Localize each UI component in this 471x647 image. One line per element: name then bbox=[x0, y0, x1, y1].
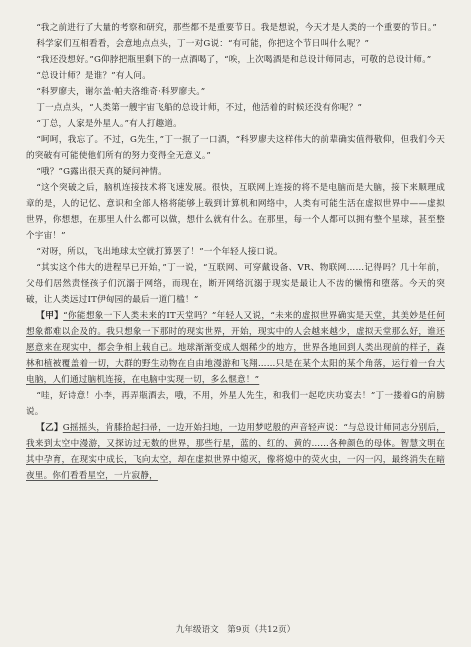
paragraph: “这个突破之后，脑机连接技术将飞速发展。很快，互联网上连接的将不是电脑而是大脑，接下来顺理成章的是，人的记忆、意识和全部人格将能够上载到计算机和网络中，人类有可能生活在虚拟世界中——虚拟世界，你想想，在那里人什么都可以做，想什么就有什么。在那里，每一个人都可以拥有整个星球，甚至整个宇宙！” bbox=[26, 183, 445, 241]
page-footer: 九年级语文 第9页（共12页） bbox=[175, 625, 296, 635]
paragraph: “哦？”G露出很天真的疑问神情。 bbox=[36, 167, 167, 177]
underlined-passage-yi: G摇摇头，肯膝拾起扫帚，一边开始扫地，一边用梦呓般的声音轻声说：“与总设计师同志分别后，我来到太空中漫游，又探访过无数的世界，那些行星，蓝的、红的、黄的……各种颜色的母体。智慧文明在其中孕育，在现实中成长，飞向太空，却在虚拟世界中熄灭，像将熄中的荧火虫，一闪一闪，最终消失在暗夜里。你们看看星空，一片寂静， bbox=[26, 423, 445, 481]
paragraph: 丁一点点头，“人类第一艘宇宙飞船的总设计师，不过，他活着的时候还没有你呢？” bbox=[36, 103, 363, 113]
paragraph: “我还没想好。”G仰脖把瓶里剩下的一点酒喝了，“唉，上次喝酒是和总设计师同志，可敬的总设计师。” bbox=[36, 55, 432, 65]
body-text bbox=[26, 20, 445, 484]
paragraph-jia bbox=[26, 308, 445, 388]
paragraph: 科学家们互相看看，会意地点点头，丁一对G说：“有可能，你把这个节日叫什么呢？” bbox=[36, 39, 370, 49]
paragraph: “哇，好诗意！小李，再弄瓶酒去，哦，不用，外星人先生，和我们一起吃庆功宴去！”丁一搂着G的肩膀说。 bbox=[26, 391, 445, 417]
paragraph-yi bbox=[26, 420, 445, 484]
paragraph: “我之前进行了大量的考察和研究，那些都不是重要节日。我是想说，今天才是人类的一个重要的节日。” bbox=[36, 23, 437, 33]
paragraph: “对呀，所以，飞出地球太空就打算罢了！”一个年轻人接口说。 bbox=[36, 247, 283, 257]
paragraph: “科罗廖夫，谢尔盖·帕夫洛维奇·科罗廖夫。” bbox=[36, 87, 206, 97]
paragraph: “呵呵，我忘了。不过，G先生，”丁一抿了一口酒，“科罗廖夫这样伟大的前辈确实值得敬仰，但我们今天的突破有可能使他们所有的努力变得全无意义。” bbox=[26, 135, 445, 161]
section-marker-jia: 【甲】 bbox=[36, 311, 64, 321]
underlined-passage-jia: “你能想象一下人类未来的IT天堂吗？”年轻人又说，“未来的虚拟世界确实是天堂，其美妙是任何想象都难以企及的。我只想象一下那时的现实世界，开始，现实中的人会越来越少，虚拟天堂那么好，谁还愿意来在现实中，都会争相上载自己。地球渐渐变成人烟稀少的地方，世界各地回到人类出现前的样子，森林和植被覆盖着一切，大群的野生动物在自由地漫游和飞翔……只是在某个太阳的某个角落，运行着一台大电脑，人们通过脑机连接，在电脑中实现一切，多么惬意！” bbox=[26, 311, 445, 385]
paragraph: “其实这个伟大的进程早已开始，”丁一说，“互联网、可穿戴设备、VR、物联网……记得吗？几十年前，父母们居然责怪孩子们沉溺于网络，而现在，断开网络沉溺于现实是最让人不齿的懒惰和堕落。今天的突破，让人类远过IT伊甸园的最后一道门槛！” bbox=[26, 263, 445, 305]
paragraph: “总设计师？是谁？”有人问。 bbox=[36, 71, 152, 81]
section-marker-yi: 【乙】 bbox=[36, 423, 63, 433]
paragraph: “丁总，人家是外星人。”有人打趣道。 bbox=[36, 119, 182, 129]
